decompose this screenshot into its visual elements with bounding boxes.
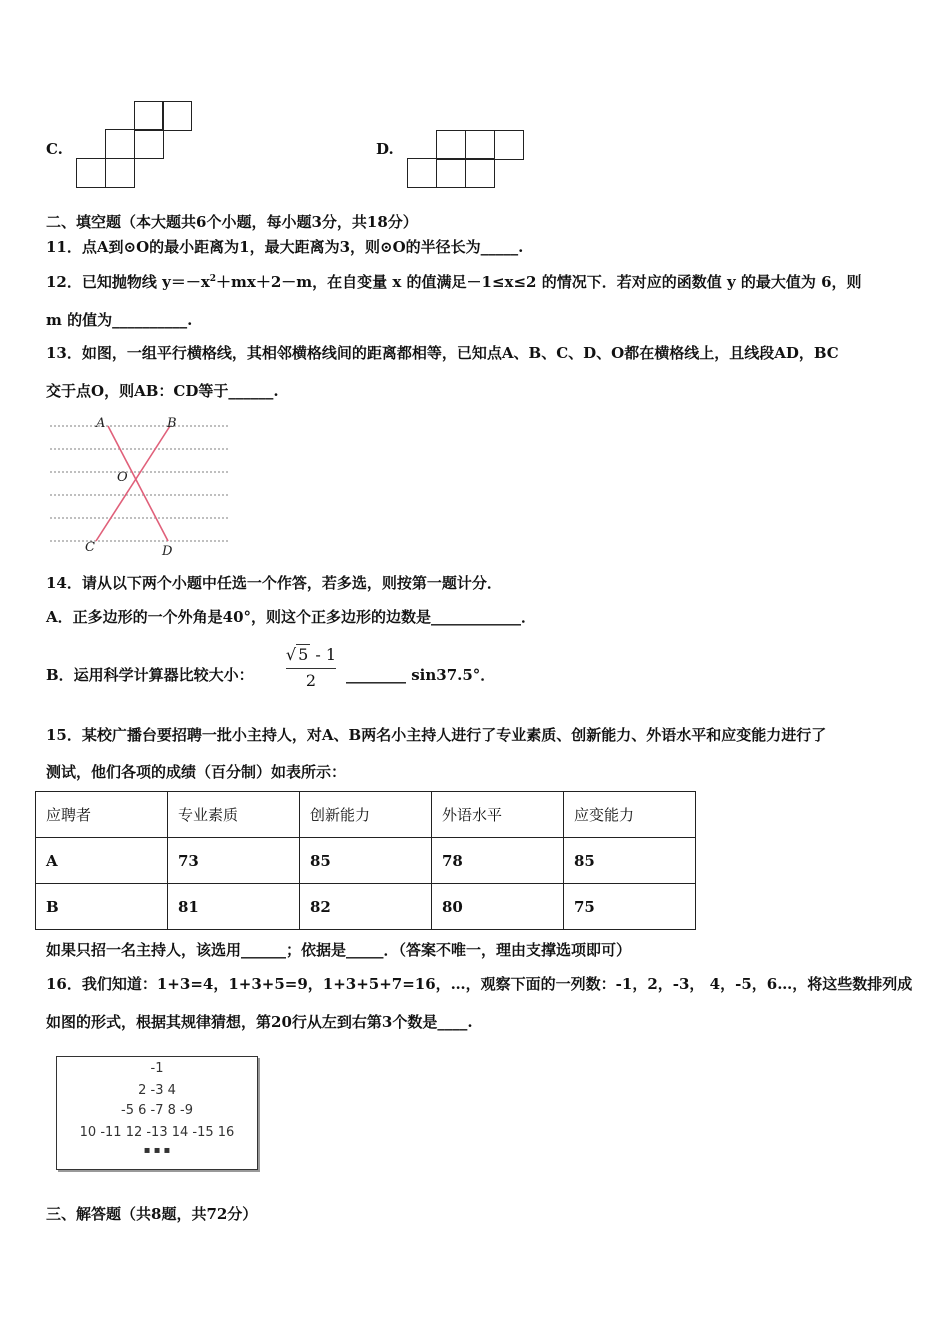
table-cell: 78 <box>432 838 564 884</box>
q12-line1-b: ＋mx＋2－m，在自变量 x 的值满足－1≤x≤2 的情况下．若对应的函数值 y 的最大值为 6，则 <box>216 273 862 291</box>
triangle-row: -1 <box>150 1061 164 1076</box>
q14-stem: 14．请从以下两个小题中任选一个作答，若多选，则按第一题计分． <box>46 574 502 592</box>
option-d-label: D. <box>376 140 394 158</box>
table-row <box>36 838 696 884</box>
q12-line2: m 的值为__________. <box>46 311 193 329</box>
table-cell: 75 <box>564 884 696 930</box>
q14-part-b-suffix: ________ sin37.5°． <box>346 666 496 684</box>
triangle-row: 10 -11 12 -13 14 -15 16 <box>79 1125 235 1140</box>
section3-title: 三、解答题（共8题，共72分） <box>46 1205 258 1223</box>
fraction-numerator: √ 5 - 1 <box>285 645 337 664</box>
q16-line1: 16．我们知道：1+3=4，1+3+5=9，1+3+5+7=16，…，观察下面的一列数：-1，2，-3， 4，-5，6…，将这些数排列成 <box>46 975 913 993</box>
table-header-cell: 专业素质 <box>168 792 300 838</box>
q15-line2: 测试，他们各项的成绩（百分制）如表所示： <box>46 763 347 781</box>
option-d-square <box>465 130 495 160</box>
fraction-bar <box>286 668 336 669</box>
q15-line1: 15．某校广播台要招聘一批小主持人，对A、B两名小主持人进行了专业素质、创新能力、外语水平和应变能力进行了 <box>46 726 827 744</box>
point-b-label: B <box>167 416 177 431</box>
q13-figure <box>44 412 234 562</box>
point-d-label: D <box>162 544 173 559</box>
table-cell: A <box>36 838 168 884</box>
q12-line1-a: 12．已知抛物线 y＝－x <box>46 273 210 291</box>
table-cell: 85 <box>300 838 432 884</box>
table-cell: B <box>36 884 168 930</box>
triangle-row: 2 -3 4 <box>138 1083 176 1098</box>
triangle-row: ▪ ▪ ▪ <box>143 1145 171 1156</box>
q14-part-a: A．正多边形的一个外角是40°，则这个正多边形的边数是____________． <box>46 608 537 626</box>
score-table <box>35 791 696 930</box>
option-c-square <box>105 129 135 159</box>
q12-exponent: 2 <box>209 274 217 284</box>
table-cell: 82 <box>300 884 432 930</box>
table-header-cell: 应变能力 <box>564 792 696 838</box>
point-a-label: A <box>96 416 106 431</box>
option-c-label: C. <box>46 140 63 158</box>
fraction-denominator: 2 <box>305 671 317 690</box>
q12-line1 <box>46 271 862 292</box>
option-d-square <box>465 158 495 188</box>
option-c-square <box>105 158 135 188</box>
table-row <box>36 884 696 930</box>
option-d-square <box>494 130 524 160</box>
triangle-row: -5 6 -7 8 -9 <box>121 1103 193 1118</box>
option-c-square <box>162 101 192 131</box>
q11-text: 11．点A到⊙O的最小距离为1，最大距离为3，则⊙O的半径长为_____. <box>46 238 524 256</box>
option-d-square <box>436 130 466 160</box>
option-c-square <box>134 101 164 131</box>
table-cell: 73 <box>168 838 300 884</box>
table-cell: 85 <box>564 838 696 884</box>
table-header-cell: 应聘者 <box>36 792 168 838</box>
sqrt-radicand: 5 <box>298 645 309 664</box>
table-header-cell: 创新能力 <box>300 792 432 838</box>
option-c-square <box>76 158 106 188</box>
table-cell: 81 <box>168 884 300 930</box>
fraction <box>282 644 340 690</box>
number-triangle-figure <box>56 1056 258 1170</box>
point-o-label: O <box>117 470 128 485</box>
q15-after: 如果只招一名主持人，该选用______；依据是_____．（答案不唯一，理由支撑选项即可） <box>46 941 632 959</box>
section2-title: 二、填空题（本大题共6个小题，每小题3分，共18分） <box>46 213 418 231</box>
option-c-square <box>134 129 164 159</box>
numerator-rest: - 1 <box>310 645 337 664</box>
q16-line2: 如图的形式，根据其规律猜想，第20行从左到右第3个数是____. <box>46 1013 473 1031</box>
table-header-cell: 外语水平 <box>432 792 564 838</box>
option-d-square <box>407 158 437 188</box>
q14-part-b-prefix: B．运用科学计算器比较大小： <box>46 666 254 684</box>
table-header-row <box>36 792 696 838</box>
point-c-label: C <box>85 540 95 555</box>
option-d-square <box>436 158 466 188</box>
q13-line1: 13．如图，一组平行横格线，其相邻横格线间的距离都相等，已知点A、B、C、D、O都在横格线上，且线段AD，BC <box>46 344 839 362</box>
table-cell: 80 <box>432 884 564 930</box>
q13-line2: 交于点O，则AB：CD等于______. <box>46 382 279 400</box>
